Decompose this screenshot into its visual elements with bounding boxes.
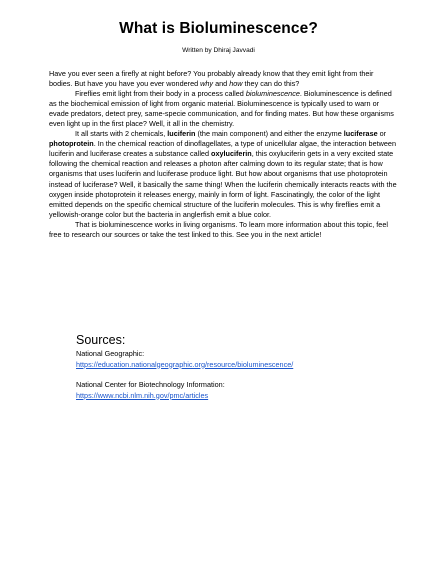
paragraph-text: . Bioluminescence is defined as the biochemical emission of light from organic material. Bioluminescence is typically used to warn or evade predators, detect prey, same-specie communication, and for finding mates. But how these organisms even light up in the first place? Well, it all in the chemistry. [49, 89, 394, 129]
emphasis-how: how [229, 79, 243, 89]
paragraph-text: Have you ever seen a firefly at night before? You probably already know that they emit light from their bodies. But have you have you ever wondered [49, 69, 374, 89]
term-luciferase: luciferase [343, 129, 378, 139]
source-link[interactable]: https://www.ncbi.nlm.nih.gov/pmc/articles [76, 390, 209, 400]
paragraph-definition [49, 89, 397, 129]
paragraph-intro [49, 69, 397, 89]
source-link[interactable]: https://education.nationalgeographic.org/resource/bioluminescence/ [76, 359, 294, 369]
term-luciferin: luciferin [167, 129, 196, 139]
paragraph-text: or [377, 129, 387, 139]
paragraph-text: and [213, 79, 230, 89]
source-name: National Center for Biotechnology Information: [76, 380, 225, 389]
sources-heading: Sources: [76, 333, 126, 347]
paragraph-text: , this oxyluciferin gets in a very excited state following the chemical reaction and releases a photon after calming down to its regular state; that is how organisms that uses luciferin and luciferase produce light. But how about organisms that use photoprotein instead of luciferase? Well, it basically the same thing! When the luciferin chemically interacts reacts with the oxygen inside photoprotein it releases energy, mainly in form of light. Fascinatingly, the color of the light emitted depends on the specific chemical structure of the luciferin molecules. This is why fireflies emit a yellowish-orange color but the bacteria in anglerfish emit a blue color. [49, 149, 397, 219]
article-title: What is Bioluminescence? [119, 20, 318, 37]
emphasis-why: why [200, 79, 214, 89]
paragraph-text: . In the chemical reaction of dinoflagellates, a type of unicellular algae, the interaction between luciferin and luciferase creates a substance called [49, 139, 396, 159]
paragraph-text: Fireflies emit light from their body in a process called [75, 89, 246, 99]
term-oxyluciferin: oxyluciferin [211, 149, 252, 159]
term-photoprotein: photoprotein [49, 139, 94, 149]
source-name: National Geographic: [76, 349, 145, 358]
paragraph-text: It all starts with 2 chemicals, [75, 129, 168, 139]
sources-section [76, 333, 396, 401]
paragraph-text: they can do this? [242, 79, 300, 89]
paragraph-text: (the main component) and either the enzyme [195, 129, 344, 139]
source-item [76, 380, 396, 401]
source-item [76, 349, 396, 370]
article-body [49, 69, 397, 240]
author-byline: Written by Dhiraj Javvadi [182, 47, 255, 54]
paragraph-conclusion: That is bioluminescence works in living organisms. To learn more information about this topic, feel free to research our sources or take the test linked to this. See you in the next article! [49, 219, 388, 239]
emphasis-bioluminescence: bioluminescence [245, 89, 300, 99]
paragraph-chemistry [49, 129, 397, 219]
